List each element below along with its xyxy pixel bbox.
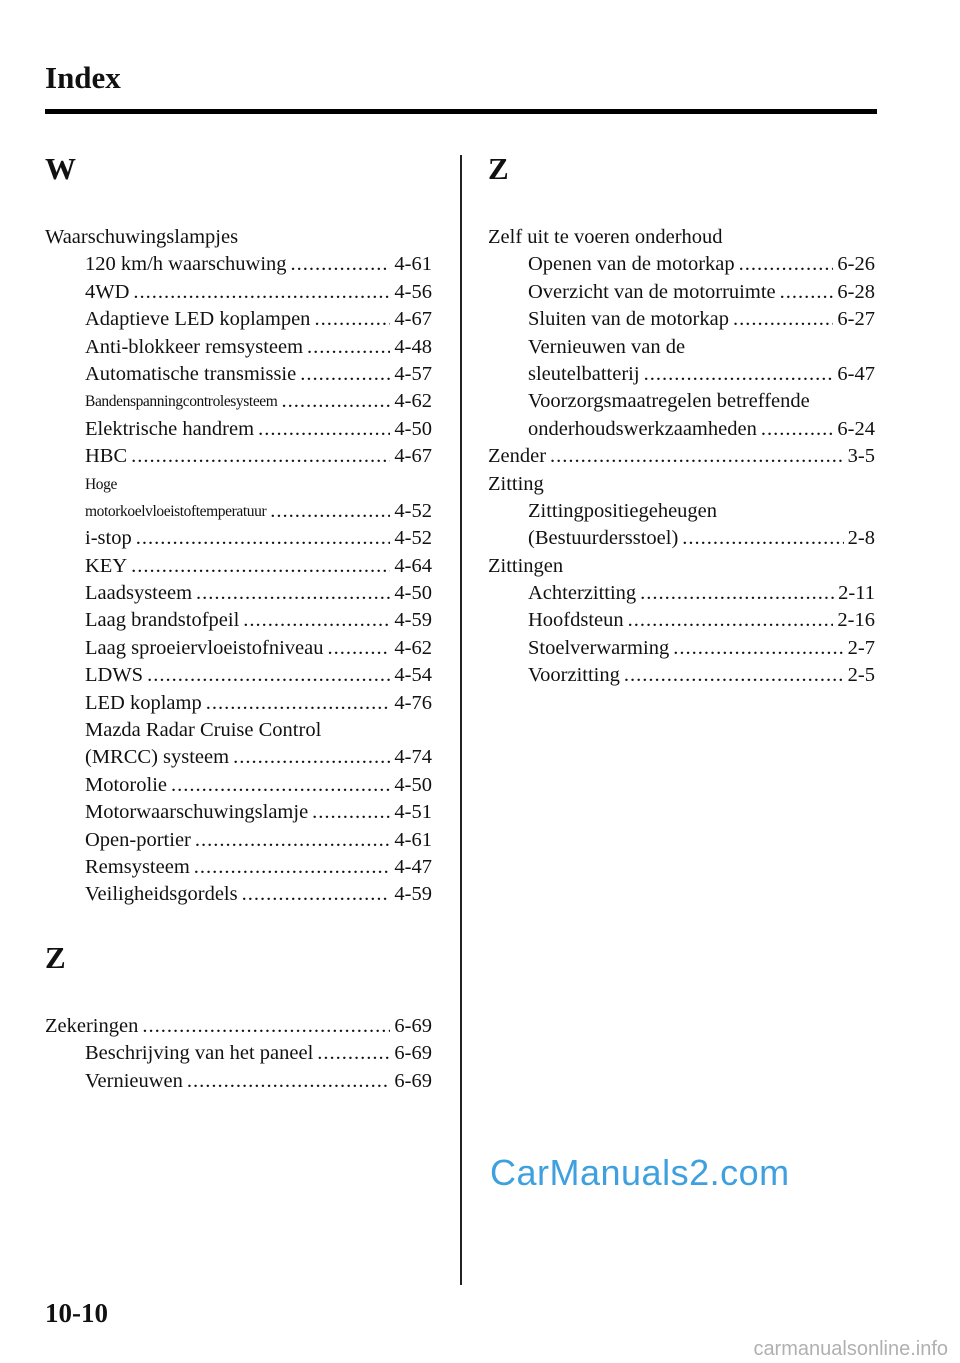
dot-leader [624, 662, 844, 689]
index-entry-page: 2-5 [847, 664, 875, 687]
dot-leader [195, 827, 391, 854]
index-entry-label: Automatische transmissie [85, 362, 297, 385]
index-entry-label: LED koplamp [85, 691, 202, 714]
index-entry [488, 224, 875, 251]
index-entry [45, 772, 432, 799]
index-entry-page: 4-74 [394, 746, 432, 769]
index-entry-label: Voorzorgsmaatregelen betreffende [528, 390, 810, 413]
index-entry-page: 4-54 [394, 664, 432, 687]
dot-leader [761, 416, 834, 443]
dot-leader [131, 443, 390, 470]
index-entry [45, 416, 432, 443]
index-entry-page: 2-7 [847, 636, 875, 659]
index-entry-label: Openen van de motorkap [528, 253, 735, 276]
index-entry-label: sleutelbatterij [528, 362, 640, 385]
index-entry [488, 361, 875, 388]
dot-leader [328, 635, 391, 662]
index-entry [45, 388, 432, 415]
index-entry-label: (MRCC) systeem [85, 746, 230, 769]
index-entry [488, 334, 875, 361]
index-entry-page: 4-48 [394, 335, 432, 358]
dot-leader [187, 1068, 391, 1095]
index-entry-page: 2-11 [838, 582, 875, 605]
index-entry-label: Overzicht van de motorruimte [528, 280, 776, 303]
dot-leader [307, 334, 390, 361]
index-list-w [45, 224, 432, 909]
dot-leader [233, 744, 390, 771]
index-entry-label: Sluiten van de motorkap [528, 308, 729, 331]
index-entry-page: 6-26 [837, 253, 875, 276]
index-entry-label: Open-portier [85, 828, 191, 851]
dot-leader [673, 635, 843, 662]
index-entry-page: 6-69 [394, 1042, 432, 1065]
section-letter-z-left: Z [45, 939, 66, 975]
index-entry-page: 4-57 [394, 362, 432, 385]
section-letter-z-right: Z [488, 151, 509, 186]
dot-leader [206, 690, 391, 717]
index-entry-page: 4-61 [394, 828, 432, 851]
dot-leader [142, 1013, 390, 1040]
dot-leader [300, 361, 390, 388]
index-entry [488, 662, 875, 689]
dot-leader [644, 361, 834, 388]
dot-leader [196, 580, 390, 607]
dot-leader [133, 279, 390, 306]
index-entry [45, 799, 432, 826]
index-entry-label: Hoge [85, 475, 117, 493]
index-entry [45, 1068, 432, 1095]
dot-leader [628, 607, 834, 634]
index-entry-label: Anti-blokkeer remsysteem [85, 335, 304, 358]
column-divider [460, 155, 462, 1285]
index-entry-label: Motorwaarschuwingslamje [85, 801, 309, 824]
index-entry [45, 607, 432, 634]
index-entry-label: Zittingpositiegeheugen [528, 499, 718, 522]
index-entry-label: Veiligheidsgordels [85, 883, 238, 906]
index-entry-label: Laag brandstofpeil [85, 609, 240, 632]
index-entry-label: Zender [488, 445, 547, 468]
index-entry-label: Beschrijving van het paneel [85, 1042, 314, 1065]
index-entry-label: Vernieuwen [85, 1069, 183, 1092]
index-entry-page: 6-27 [837, 308, 875, 331]
index-entry [488, 607, 875, 634]
index-entry-page: 6-69 [394, 1014, 432, 1037]
index-entry [45, 744, 432, 771]
index-entry-label: KEY [85, 554, 128, 577]
index-entry-page: 4-50 [394, 582, 432, 605]
index-entry-label: Zelf uit te voeren onderhoud [488, 226, 723, 248]
index-entry-page: 4-59 [394, 609, 432, 632]
index-entry-page: 4-67 [394, 308, 432, 331]
index-entry [488, 251, 875, 278]
index-entry [45, 279, 432, 306]
index-entry-label: Stoelverwarming [528, 636, 670, 659]
index-entry-page: 4-62 [394, 636, 432, 659]
index-entry-page: 4-59 [394, 883, 432, 906]
index-entry-label: Bandenspanningcontrolesysteem [85, 393, 278, 411]
index-entry-page: 4-56 [394, 280, 432, 303]
index-entry [45, 635, 432, 662]
index-entry [45, 662, 432, 689]
index-entry [488, 553, 875, 580]
index-entry-label: onderhoudswerkzaamheden [528, 417, 757, 440]
left-column [45, 150, 432, 1095]
index-entry-page: 4-62 [394, 390, 432, 413]
index-entry [45, 1013, 432, 1040]
index-entry [45, 306, 432, 333]
index-entry-label: Vernieuwen van de [528, 335, 686, 358]
index-entry [488, 498, 875, 525]
index-entry-page: 2-16 [837, 609, 875, 632]
index-entry-page: 2-8 [847, 527, 875, 550]
index-entry-label: 4WD [85, 280, 130, 303]
dot-leader [640, 580, 834, 607]
index-entry-label: LDWS [85, 664, 144, 687]
index-entry-page: 6-69 [394, 1069, 432, 1092]
index-entry-page: 4-76 [394, 691, 432, 714]
page-number: 10-10 [45, 1298, 108, 1328]
index-entry [45, 881, 432, 908]
index-entry-page: 4-67 [394, 445, 432, 468]
index-entry [45, 827, 432, 854]
index-entry-label: Motorolie [85, 773, 167, 796]
index-entry [45, 443, 432, 470]
index-entry [488, 580, 875, 607]
dot-leader [194, 854, 391, 881]
index-entry [45, 525, 432, 552]
index-entry [488, 416, 875, 443]
index-entry-page: 6-28 [837, 280, 875, 303]
index-entry-page: 4-50 [394, 773, 432, 796]
index-entry [488, 279, 875, 306]
right-column [488, 150, 875, 690]
index-entry-page: 4-50 [394, 417, 432, 440]
index-entry [488, 471, 875, 498]
index-list-z-right [488, 224, 875, 690]
index-entry-page: 4-61 [394, 253, 432, 276]
index-entry-page: 4-47 [394, 855, 432, 878]
index-entry-label: Laag sproeiervloeistofniveau [85, 636, 324, 659]
index-entry [45, 334, 432, 361]
index-entry [45, 251, 432, 278]
dot-leader [243, 607, 390, 634]
dot-leader [780, 279, 834, 306]
index-entry-page: 4-64 [394, 554, 432, 577]
dot-leader [314, 306, 390, 333]
dot-leader [258, 416, 390, 443]
index-entry [488, 635, 875, 662]
index-entry-page: 4-51 [394, 801, 432, 824]
index-entry [45, 580, 432, 607]
dot-leader [291, 251, 391, 278]
dot-leader [317, 1040, 390, 1067]
brand-watermark: CarManuals2.com [490, 1152, 790, 1193]
index-entry [45, 498, 432, 525]
dot-leader [550, 443, 844, 470]
index-entry-label: Elektrische handrem [85, 417, 255, 440]
index-entry-label: Laadsysteem [85, 582, 193, 605]
index-entry-label: Achterzitting [528, 582, 637, 605]
index-entry [488, 306, 875, 333]
index-entry-label: Zekeringen [45, 1014, 139, 1037]
dot-leader [171, 772, 390, 799]
index-entry [45, 361, 432, 388]
index-entry [488, 525, 875, 552]
section-letter-w: W [45, 151, 76, 186]
index-entry [45, 224, 432, 251]
index-entry-label: 120 km/h waarschuwing [85, 253, 287, 276]
index-entry-label: (Bestuurdersstoel) [528, 527, 679, 550]
index-entry-label: Mazda Radar Cruise Control [85, 719, 322, 742]
index-entry-label: HBC [85, 445, 128, 468]
index-entry [45, 1040, 432, 1067]
index-entry-page: 6-47 [837, 362, 875, 385]
index-entry-label: Hoofdsteun [528, 609, 624, 632]
index-entry [45, 717, 432, 744]
index-entry-page: 4-52 [394, 499, 432, 522]
page-title: Index [45, 60, 121, 95]
index-entry [488, 388, 875, 415]
index-entry-label: i-stop [85, 527, 132, 550]
dot-leader [147, 662, 390, 689]
index-entry-label: Remsysteem [85, 855, 190, 878]
index-entry-page: 6-24 [837, 417, 875, 440]
dot-leader [270, 498, 390, 525]
index-entry-label: Waarschuwingslampjes [45, 226, 239, 248]
index-entry-label: Zittingen [488, 554, 564, 577]
dot-leader [136, 525, 391, 552]
index-list-z-left [45, 1013, 432, 1095]
index-entry-page: 3-5 [847, 445, 875, 468]
index-entry-label: motorkoelvloeistoftemperatuur [85, 502, 267, 520]
dot-leader [281, 388, 390, 415]
index-entry [45, 854, 432, 881]
dot-leader [739, 251, 834, 278]
index-entry-label: Voorzitting [528, 664, 620, 687]
dot-leader [682, 525, 843, 552]
header-rule [45, 109, 877, 114]
index-entry [45, 471, 432, 498]
dot-leader [131, 553, 390, 580]
index-entry [488, 443, 875, 470]
site-watermark: carmanualsonline.info [753, 1338, 948, 1360]
index-entry [45, 690, 432, 717]
index-entry-label: Adaptieve LED koplampen [85, 308, 311, 331]
dot-leader [733, 306, 833, 333]
dot-leader [242, 881, 391, 908]
dot-leader [312, 799, 390, 826]
index-entry-page: 4-52 [394, 527, 432, 550]
index-entry [45, 553, 432, 580]
index-entry-label: Zitting [488, 472, 544, 495]
